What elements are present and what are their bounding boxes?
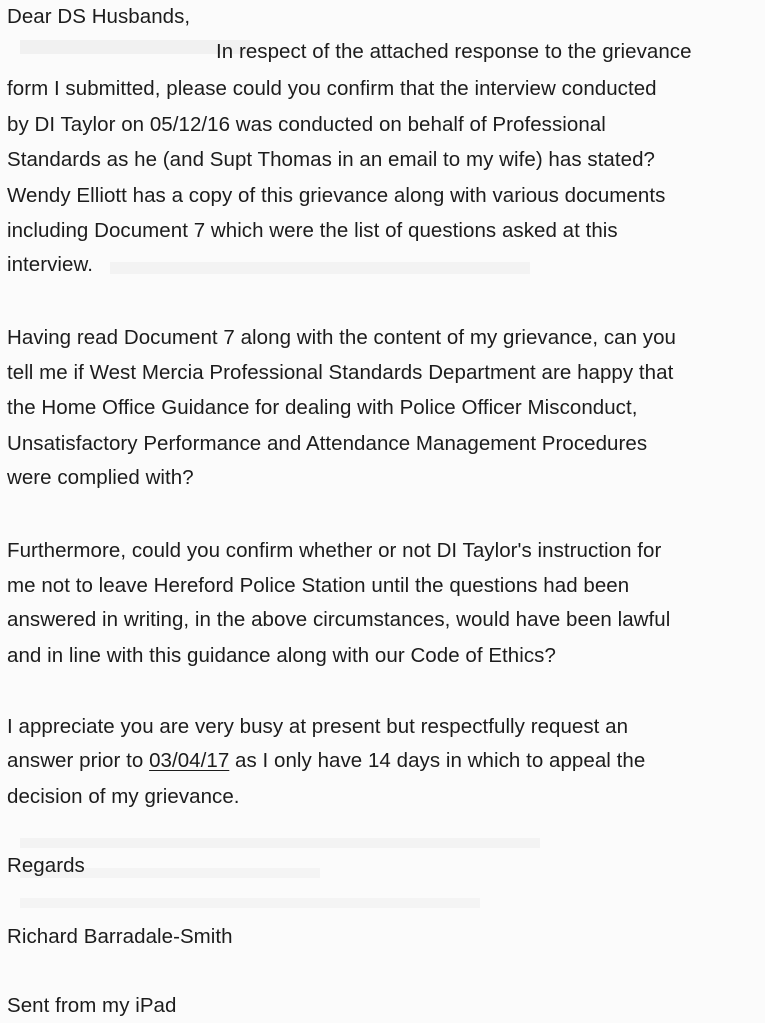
paragraph-line: Furthermore, could you confirm whether or not DI Taylor's instruction for <box>7 539 662 562</box>
bleed-through-mark <box>20 838 540 848</box>
paragraph-line <box>7 744 645 778</box>
paragraph-line: the Home Office Guidance for dealing with Police Officer Misconduct, <box>7 396 638 419</box>
paragraph-line: interview. <box>7 253 93 276</box>
paragraph-line: Wendy Elliott has a copy of this grievance along with various documents <box>7 184 666 207</box>
paragraph-line: including Document 7 which were the list of questions asked at this <box>7 219 618 242</box>
paragraph-line: by DI Taylor on 05/12/16 was conducted on behalf of Professional <box>7 113 606 136</box>
paragraph-line: Having read Document 7 along with the content of my grievance, can you <box>7 326 676 349</box>
paragraph-line: form I submitted, please could you confirm that the interview conducted <box>7 77 657 100</box>
paragraph-line: I appreciate you are very busy at present but respectfully request an <box>7 715 629 738</box>
text-run: as I only have 14 days in which to appeal the <box>229 749 646 772</box>
paragraph-line: answered in writing, in the above circumstances, would have been lawful <box>7 608 671 631</box>
salutation: Dear DS Husbands, <box>7 5 191 28</box>
paragraph-line: me not to leave Hereford Police Station until the questions had been <box>7 574 630 597</box>
paragraph-line: Standards as he (and Supt Thomas in an email to my wife) has stated? <box>7 148 655 171</box>
paragraph-line: and in line with this guidance along with our Code of Ethics? <box>7 644 556 667</box>
signature: Richard Barradale-Smith <box>7 925 233 948</box>
footer-sent-from: Sent from my iPad <box>7 994 177 1017</box>
paragraph-line: decision of my grievance. <box>7 785 240 808</box>
bleed-through-mark <box>20 898 480 908</box>
text-run: answer prior to <box>7 749 150 772</box>
underlined-date: 03/04/17 <box>149 749 230 772</box>
paragraph-line: were complied with? <box>7 466 194 489</box>
paragraph-line: In respect of the attached response to the grievance <box>216 40 692 63</box>
closing: Regards <box>7 854 85 877</box>
bleed-through-mark <box>110 262 530 274</box>
paragraph-line: tell me if West Mercia Professional Standards Department are happy that <box>7 361 674 384</box>
paragraph-line: Unsatisfactory Performance and Attendance Management Procedures <box>7 432 648 455</box>
